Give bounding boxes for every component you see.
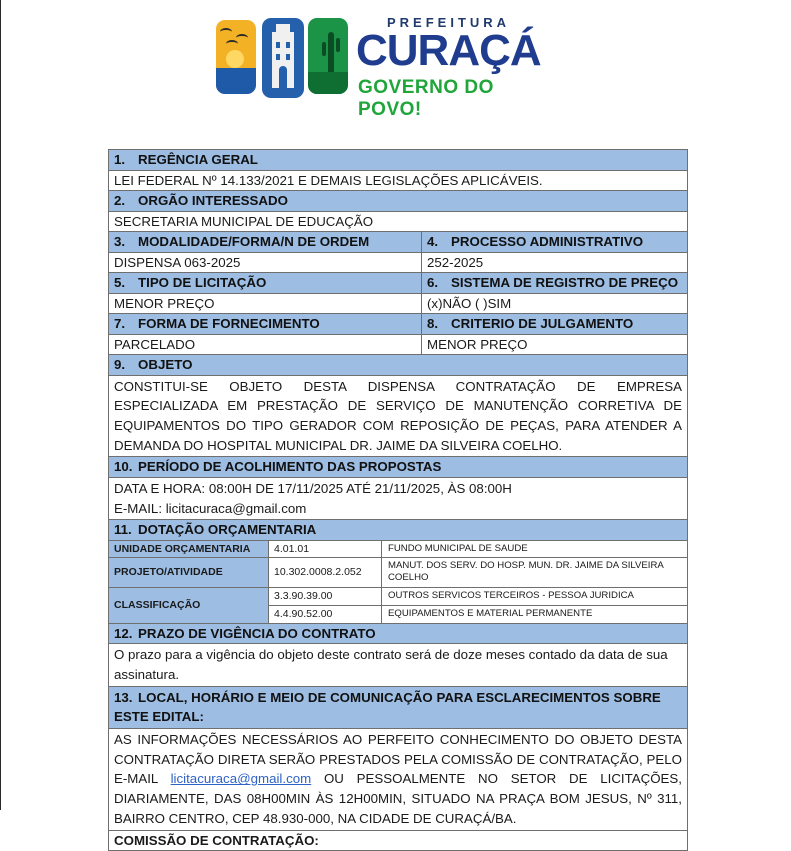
dotacao-desc: FUNDO MUNICIPAL DE SAUDE <box>388 542 528 554</box>
dotacao-row-classificacao <box>108 588 688 624</box>
esclarecimentos-text-after: OU PESSOALMENTE NO SETOR DE LICITAÇÕES, DIARIAMENTE, DAS 08H00MIN ÀS 12H00MIN, SITUADO NA PRAÇA BOM JESUS, Nº 311, BAIRRO CENTRO, CEP 48.930-000, NA CIDADE DE CURAÇÁ/BA. <box>114 771 682 826</box>
section-7-8-value <box>108 335 688 356</box>
section-5-6-header <box>108 273 688 294</box>
dotacao-desc: OUTROS SERVICOS TERCEIROS - PESSOA JURIDICA <box>388 590 634 602</box>
section-number: 13. <box>114 689 133 705</box>
brand-slogan: GOVERNO DO POVO! <box>358 77 494 120</box>
section-title: LOCAL, HORÁRIO E MEIO DE COMUNICAÇÃO PARA ESCLARECIMENTOS SOBRE ESTE EDITAL: <box>114 689 661 725</box>
section-title: PERÍODO DE ACOLHIMENTO DAS PROPOSTAS <box>138 459 442 475</box>
section-9-value <box>108 376 688 458</box>
section-title: SISTEMA DE REGISTRO DE PREÇO <box>451 275 679 290</box>
dotacao-row-unidade <box>108 541 688 558</box>
esclarecimentos-text <box>109 729 687 830</box>
brand-name: CURAÇÁ <box>356 26 541 75</box>
section-13-header <box>108 687 688 729</box>
email-link[interactable]: licitacuraca@gmail.com <box>170 771 312 787</box>
dotacao-row-projeto <box>108 558 688 588</box>
esclarecimentos-text-before: AS INFORMAÇÕES NECESSÁRIOS AO PERFEITO CONHECIMENTO DO OBJETO DESTA CONTRATAÇÃO DIRETA SERÃO PRESTADOS PELA COMISSÃO DE CONTRATAÇÃO, PELO E-MAIL <box>114 732 682 787</box>
section-10-header <box>108 457 688 478</box>
tipo-licitacao-value: MENOR PREÇO <box>109 294 422 314</box>
section-number: 11. <box>114 522 132 538</box>
section-title: ORGÃO INTERESSADO <box>138 193 288 208</box>
dotacao-label: UNIDADE ORÇAMENTARIA <box>109 541 269 557</box>
periodo-email: E-MAIL: licitacuraca@gmail.com <box>114 500 307 516</box>
section-number: 12. <box>114 625 133 641</box>
section-number: 3. <box>114 234 126 249</box>
section-title: OBJETO <box>138 357 193 372</box>
section-12-value <box>108 644 688 686</box>
beach-sun-panel-icon <box>216 20 256 94</box>
section-number: 10. <box>114 459 133 475</box>
section-2-value <box>108 212 688 233</box>
dotacao-code: 4.4.90.52.00 <box>269 606 382 623</box>
section-3-4-value <box>108 253 688 274</box>
prefeitura-logo <box>212 14 562 120</box>
section-13-value <box>108 729 688 831</box>
section-12-header <box>108 624 688 645</box>
page-left-edge <box>0 0 1 810</box>
cactus-goat-panel-icon <box>308 18 348 94</box>
dotacao-code: 4.01.01 <box>269 541 382 557</box>
periodo-datetime: DATA E HORA: 08:00H DE 17/11/2025 ATÉ 21/11/2025, ÀS 08:00H <box>114 480 512 496</box>
objeto-text: CONSTITUI-SE OBJETO DESTA DISPENSA CONTRATAÇÃO DE EMPRESA ESPECIALIZADA EM PRESTAÇÃO DE SERVIÇO DE MANUTENÇÃO CORRETIVA DE EQUIPAMENTOS DO TIPO GERADOR COM REPOSIÇÃO DE PEÇAS, PARA ATENDER A DEMANDA DO HOSPITAL MUNICIPAL DR. JAIME DA SILVEIRA COELHO. <box>114 378 682 453</box>
section-title: TIPO DE LICITAÇÃO <box>138 275 267 290</box>
section-number: 2. <box>114 193 126 208</box>
section-number: 6. <box>427 275 439 290</box>
section-number: 4. <box>427 234 439 249</box>
section-1-value <box>108 171 688 192</box>
registro-preco-value: (x)NÃO ( )SIM <box>427 295 512 311</box>
processo-value: 252-2025 <box>427 254 484 270</box>
dotacao-label: PROJETO/ATIVIDADE <box>109 558 269 587</box>
section-14-header <box>108 831 688 851</box>
section-10-value <box>108 478 688 520</box>
section-title: PROCESSO ADMINISTRATIVO <box>451 234 644 249</box>
dotacao-code: 3.3.90.39.00 <box>269 588 382 605</box>
section-title: CRITERIO DE JULGAMENTO <box>451 316 634 331</box>
prazo-text: O prazo para a vigência do objeto deste contrato será de doze meses contado da data de sua assinatura. <box>114 647 668 682</box>
regencia-value: LEI FEDERAL Nº 14.133/2021 E DEMAIS LEGISLAÇÕES APLICÁVEIS. <box>114 172 543 188</box>
section-number: 5. <box>114 275 126 290</box>
section-title: DOTAÇÃO ORÇAMENTARIA <box>138 522 317 538</box>
julgamento-value: MENOR PREÇO <box>427 336 528 352</box>
modalidade-value: DISPENSA 063-2025 <box>109 253 422 273</box>
section-1-header <box>108 149 688 171</box>
dotacao-desc: EQUIPAMENTOS E MATERIAL PERMANENTE <box>388 608 593 620</box>
section-title: PRAZO DE VIGÊNCIA DO CONTRATO <box>138 625 376 641</box>
fornecimento-value: PARCELADO <box>109 335 422 355</box>
section-11-header <box>108 520 688 541</box>
section-number: 1. <box>114 152 126 167</box>
section-2-header <box>108 191 688 212</box>
section-3-4-header <box>108 232 688 253</box>
dotacao-label: CLASSIFICAÇÃO <box>109 588 269 623</box>
section-title: REGÊNCIA GERAL <box>138 152 258 167</box>
dotacao-code: 10.302.0008.2.052 <box>269 558 382 587</box>
church-panel-icon <box>262 18 304 98</box>
section-number: 8. <box>427 316 439 331</box>
section-7-8-header <box>108 314 688 335</box>
dotacao-desc: MANUT. DOS SERV. DO HOSP. MUN. DR. JAIME DA SILVEIRA COELHO <box>388 560 664 584</box>
comissao-title: COMISSÃO DE CONTRATAÇÃO: <box>114 832 319 848</box>
section-5-6-value <box>108 294 688 315</box>
section-number: 9. <box>114 357 126 372</box>
section-title: FORMA DE FORNECIMENTO <box>138 316 320 331</box>
section-9-header <box>108 355 688 376</box>
orgao-value: SECRETARIA MUNICIPAL DE EDUCAÇÃO <box>114 213 374 229</box>
section-title: MODALIDADE/FORMA/N DE ORDEM <box>138 234 370 249</box>
section-number: 7. <box>114 316 126 331</box>
edital-table <box>108 149 688 851</box>
brand-prefix: PREFEITURA <box>387 15 511 30</box>
